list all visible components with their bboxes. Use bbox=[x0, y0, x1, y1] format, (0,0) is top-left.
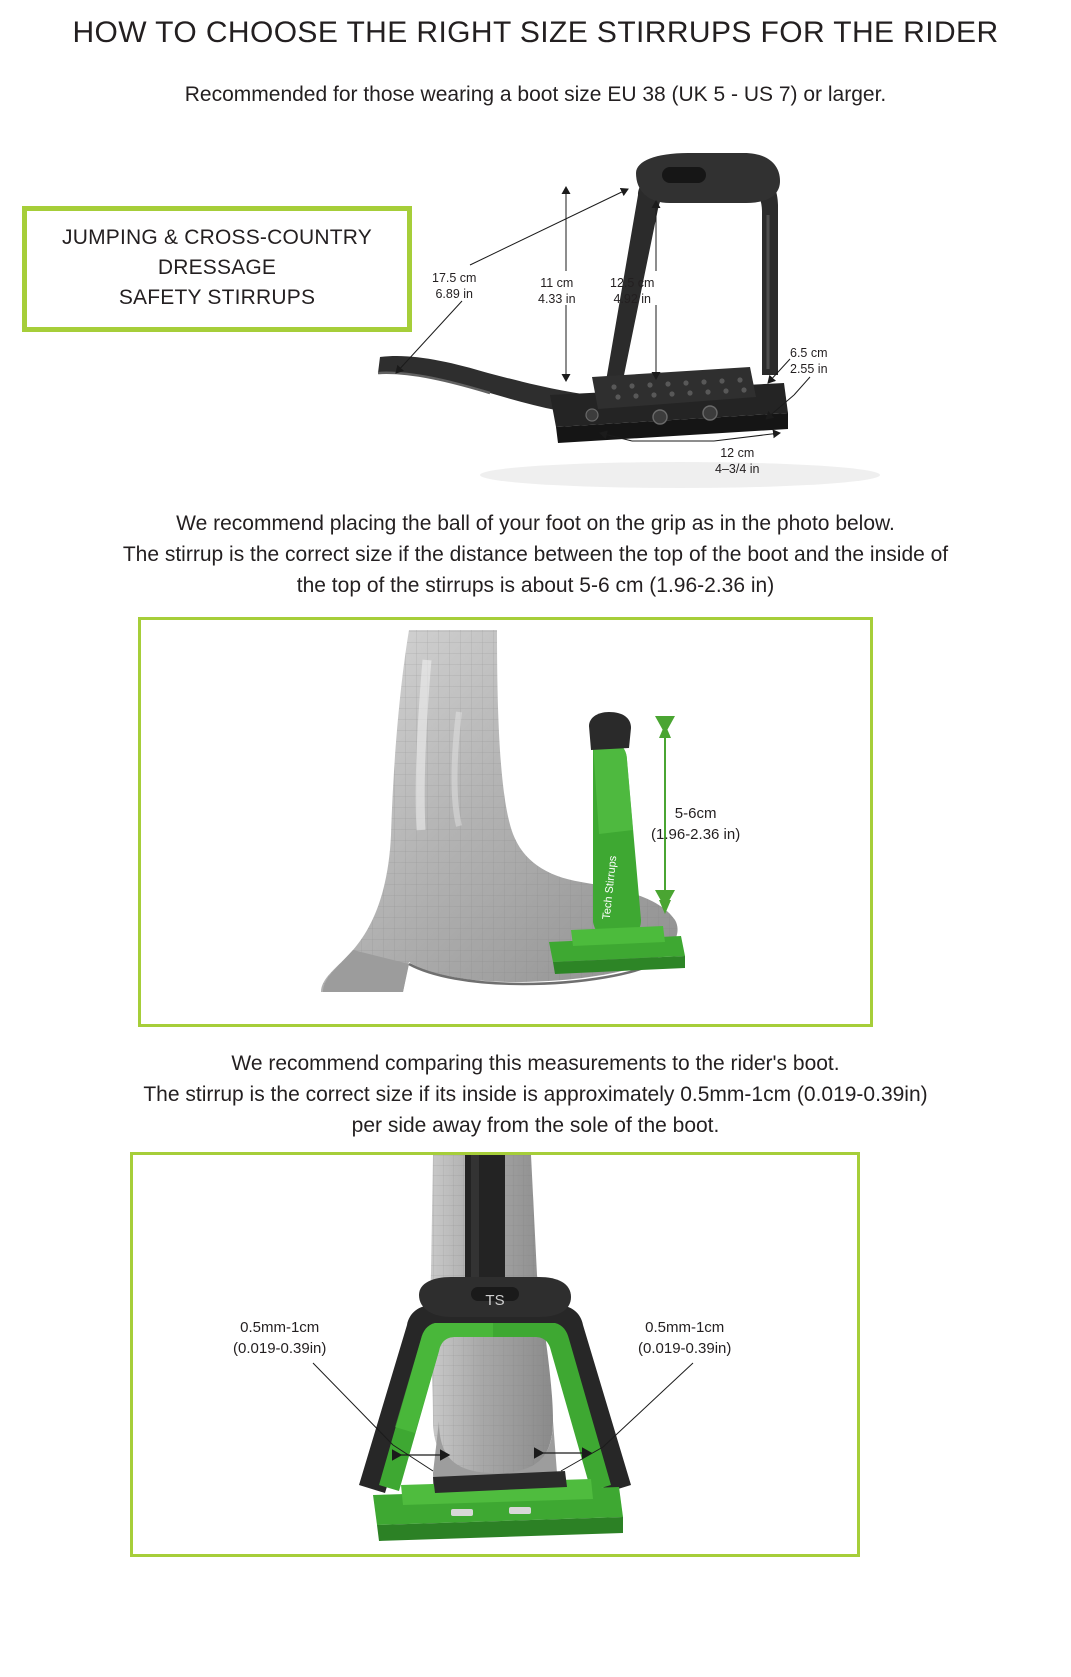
stirrup-technical-drawing bbox=[370, 145, 1060, 505]
dimension-tread-width-metric: 12 cm bbox=[720, 446, 755, 460]
tolerance-left-metric: 0.5mm-1cm bbox=[240, 1319, 320, 1336]
instruction-paragraph-2 bbox=[0, 1048, 1071, 1141]
dimension-eye-to-tread bbox=[538, 275, 576, 307]
page-title: HOW TO CHOOSE THE RIGHT SIZE STIRRUPS FOR THE RIDER bbox=[72, 16, 999, 49]
category-line-2: DRESSAGE bbox=[157, 256, 277, 279]
dimension-tread-depth-metric: 6.5 cm bbox=[790, 346, 828, 360]
instruction-2-line-2: The stirrup is the correct size if its inside is approximately 0.5mm-1cm (0.019-0.39in) bbox=[143, 1083, 928, 1106]
instruction-1-line-2: The stirrup is the correct size if the distance between the top of the boot and the inside of bbox=[122, 543, 949, 566]
category-line-3: SAFETY STIRRUPS bbox=[118, 286, 316, 309]
dimension-tread-depth-imperial: 2.55 in bbox=[790, 362, 828, 376]
instruction-2-line-1: We recommend comparing this measurements to the rider's boot. bbox=[231, 1052, 840, 1075]
measurement-5-6cm-imperial: (1.96-2.36 in) bbox=[651, 826, 741, 843]
photo-boot-side-view bbox=[138, 617, 873, 1027]
tolerance-left-imperial: (0.019-0.39in) bbox=[233, 1340, 327, 1357]
dimension-height-total bbox=[432, 270, 476, 302]
tolerance-label-right bbox=[638, 1317, 731, 1359]
dimension-eye-to-tread-imperial: 4.33 in bbox=[538, 292, 576, 306]
dimension-inner-height-metric: 12.5 cm bbox=[610, 276, 655, 290]
measurement-5-6cm-metric: 5-6cm bbox=[674, 805, 717, 822]
photo-boot-front-view bbox=[130, 1152, 860, 1557]
instruction-1-line-3: the top of the stirrups is about 5-6 cm (1.96-2.36 in) bbox=[296, 574, 775, 597]
dimension-inner-height-imperial: 4.92 in bbox=[613, 292, 651, 306]
measurement-label-5-6cm bbox=[651, 803, 740, 845]
tolerance-label-left bbox=[233, 1317, 326, 1359]
tolerance-right-imperial: (0.019-0.39in) bbox=[638, 1340, 732, 1357]
stirrup-brand-text: Tech Stirrups bbox=[600, 855, 620, 921]
page-subtitle: Recommended for those wearing a boot size EU 38 (UK 5 - US 7) or larger. bbox=[184, 83, 887, 106]
category-line-1: JUMPING & CROSS-COUNTRY bbox=[62, 226, 372, 249]
instruction-1-line-1: We recommend placing the ball of your foot on the grip as in the photo below. bbox=[176, 512, 895, 535]
instruction-paragraph-1 bbox=[0, 508, 1071, 601]
instruction-2-line-3: per side away from the sole of the boot. bbox=[351, 1114, 720, 1137]
dimension-height-total-imperial: 6.89 in bbox=[435, 287, 473, 301]
boot-side-view-svg bbox=[141, 620, 870, 1024]
dimension-eye-to-tread-metric: 11 cm bbox=[540, 276, 574, 290]
dimension-tread-width-imperial: 4–3/4 in bbox=[715, 462, 760, 476]
logo-mark-text: TS bbox=[485, 1292, 505, 1309]
category-box bbox=[22, 206, 412, 332]
dimension-height-total-metric: 17.5 cm bbox=[432, 271, 477, 285]
dimension-tread-depth bbox=[790, 345, 828, 377]
dimension-inner-height bbox=[610, 275, 654, 307]
dimension-tread-width bbox=[715, 445, 759, 477]
tolerance-right-metric: 0.5mm-1cm bbox=[645, 1319, 725, 1336]
